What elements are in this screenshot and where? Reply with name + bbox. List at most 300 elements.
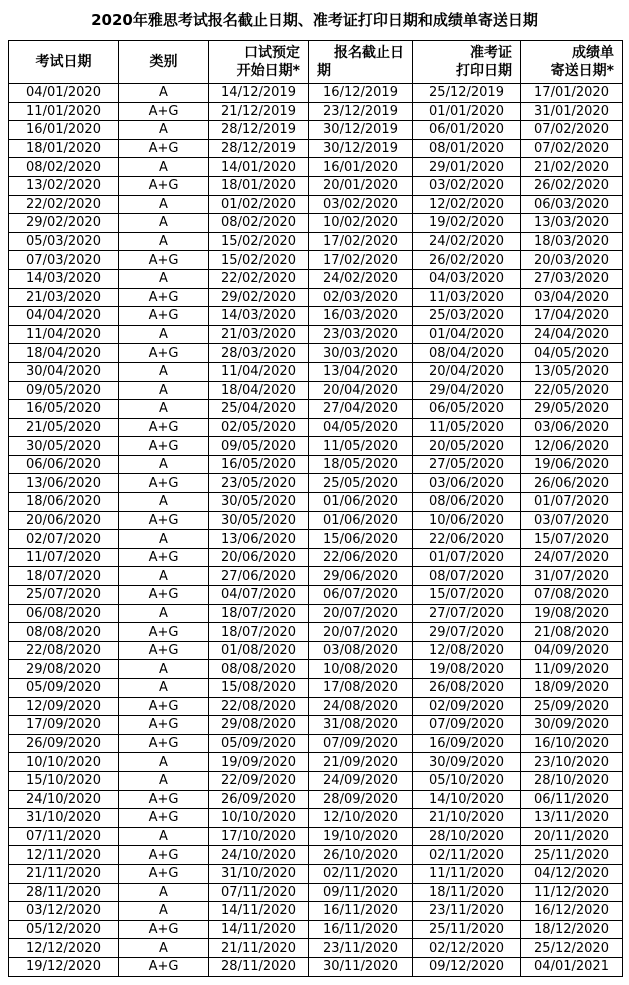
registration-deadline-cell: 30/11/2020 [309, 957, 413, 976]
speaking-start-cell: 18/01/2020 [209, 176, 309, 195]
admission-print-cell: 29/01/2020 [413, 158, 521, 177]
admission-print-cell: 10/06/2020 [413, 511, 521, 530]
category-cell: A+G [119, 474, 209, 493]
speaking-start-cell: 28/11/2020 [209, 957, 309, 976]
admission-print-cell: 23/11/2020 [413, 902, 521, 921]
report-mailing-cell: 19/08/2020 [521, 604, 623, 623]
category-cell: A [119, 939, 209, 958]
header-registration-deadline: 报名截止日 期 [309, 41, 413, 84]
exam-date-cell: 26/09/2020 [9, 734, 119, 753]
table-row [9, 790, 623, 809]
table-row [9, 455, 623, 474]
admission-print-cell: 02/11/2020 [413, 846, 521, 865]
registration-deadline-cell: 24/09/2020 [309, 771, 413, 790]
report-mailing-cell: 03/07/2020 [521, 511, 623, 530]
exam-date-cell: 05/03/2020 [9, 232, 119, 251]
exam-date-cell: 15/10/2020 [9, 771, 119, 790]
header-row [9, 41, 623, 84]
registration-deadline-cell: 30/12/2019 [309, 121, 413, 140]
admission-print-cell: 08/04/2020 [413, 344, 521, 363]
admission-print-cell: 09/12/2020 [413, 957, 521, 976]
report-mailing-cell: 01/07/2020 [521, 493, 623, 512]
table-row [9, 920, 623, 939]
registration-deadline-cell: 01/06/2020 [309, 511, 413, 530]
admission-print-cell: 03/02/2020 [413, 176, 521, 195]
admission-print-cell: 01/07/2020 [413, 548, 521, 567]
table-row [9, 269, 623, 288]
exam-date-cell: 08/08/2020 [9, 623, 119, 642]
table-row [9, 567, 623, 586]
category-cell: A [119, 121, 209, 140]
exam-date-cell: 11/01/2020 [9, 102, 119, 121]
exam-date-cell: 07/03/2020 [9, 251, 119, 270]
admission-print-cell: 16/09/2020 [413, 734, 521, 753]
speaking-start-cell: 15/08/2020 [209, 679, 309, 698]
exam-date-cell: 07/11/2020 [9, 827, 119, 846]
table-row [9, 214, 623, 233]
category-cell: A+G [119, 641, 209, 660]
registration-deadline-cell: 26/10/2020 [309, 846, 413, 865]
registration-deadline-cell: 20/07/2020 [309, 623, 413, 642]
registration-deadline-cell: 17/02/2020 [309, 232, 413, 251]
admission-print-cell: 11/05/2020 [413, 418, 521, 437]
table-row [9, 437, 623, 456]
category-cell: A+G [119, 307, 209, 326]
category-cell: A [119, 381, 209, 400]
report-mailing-cell: 13/03/2020 [521, 214, 623, 233]
category-cell: A+G [119, 139, 209, 158]
admission-print-cell: 29/04/2020 [413, 381, 521, 400]
report-mailing-cell: 18/09/2020 [521, 679, 623, 698]
admission-print-cell: 14/10/2020 [413, 790, 521, 809]
report-mailing-cell: 04/12/2020 [521, 864, 623, 883]
registration-deadline-cell: 02/11/2020 [309, 864, 413, 883]
table-row [9, 288, 623, 307]
report-mailing-cell: 25/09/2020 [521, 697, 623, 716]
admission-print-cell: 02/12/2020 [413, 939, 521, 958]
table-row [9, 139, 623, 158]
report-mailing-cell: 23/10/2020 [521, 753, 623, 772]
registration-deadline-cell: 21/09/2020 [309, 753, 413, 772]
registration-deadline-cell: 12/10/2020 [309, 809, 413, 828]
speaking-start-cell: 09/05/2020 [209, 437, 309, 456]
admission-print-cell: 20/05/2020 [413, 437, 521, 456]
table-row [9, 548, 623, 567]
admission-print-cell: 26/08/2020 [413, 679, 521, 698]
admission-print-cell: 06/05/2020 [413, 400, 521, 419]
exam-date-cell: 22/02/2020 [9, 195, 119, 214]
category-cell: A [119, 269, 209, 288]
table-row [9, 84, 623, 103]
report-mailing-cell: 22/05/2020 [521, 381, 623, 400]
category-cell: A+G [119, 957, 209, 976]
exam-date-cell: 24/10/2020 [9, 790, 119, 809]
speaking-start-cell: 20/06/2020 [209, 548, 309, 567]
admission-print-cell: 08/07/2020 [413, 567, 521, 586]
report-mailing-cell: 03/04/2020 [521, 288, 623, 307]
exam-date-cell: 25/07/2020 [9, 586, 119, 605]
table-row [9, 493, 623, 512]
speaking-start-cell: 22/08/2020 [209, 697, 309, 716]
table-row [9, 957, 623, 976]
report-mailing-cell: 17/01/2020 [521, 84, 623, 103]
registration-deadline-cell: 09/11/2020 [309, 883, 413, 902]
speaking-start-cell: 14/11/2020 [209, 920, 309, 939]
table-row [9, 771, 623, 790]
admission-print-cell: 30/09/2020 [413, 753, 521, 772]
exam-date-cell: 06/06/2020 [9, 455, 119, 474]
speaking-start-cell: 28/12/2019 [209, 121, 309, 140]
table-row [9, 883, 623, 902]
exam-date-cell: 04/04/2020 [9, 307, 119, 326]
registration-deadline-cell: 03/08/2020 [309, 641, 413, 660]
report-mailing-cell: 13/05/2020 [521, 362, 623, 381]
exam-date-cell: 16/05/2020 [9, 400, 119, 419]
report-mailing-cell: 11/12/2020 [521, 883, 623, 902]
speaking-start-cell: 22/09/2020 [209, 771, 309, 790]
table-body [9, 84, 623, 977]
exam-date-cell: 02/07/2020 [9, 530, 119, 549]
speaking-start-cell: 14/11/2020 [209, 902, 309, 921]
admission-print-cell: 08/01/2020 [413, 139, 521, 158]
report-mailing-cell: 31/01/2020 [521, 102, 623, 121]
admission-print-cell: 04/03/2020 [413, 269, 521, 288]
table-row [9, 939, 623, 958]
exam-date-cell: 16/01/2020 [9, 121, 119, 140]
report-mailing-cell: 25/12/2020 [521, 939, 623, 958]
table-row [9, 827, 623, 846]
registration-deadline-cell: 23/03/2020 [309, 325, 413, 344]
admission-print-cell: 01/04/2020 [413, 325, 521, 344]
table-row [9, 809, 623, 828]
speaking-start-cell: 02/05/2020 [209, 418, 309, 437]
report-mailing-cell: 04/01/2021 [521, 957, 623, 976]
admission-print-cell: 15/07/2020 [413, 586, 521, 605]
admission-print-cell: 11/11/2020 [413, 864, 521, 883]
table-row [9, 176, 623, 195]
exam-date-cell: 18/04/2020 [9, 344, 119, 363]
table-row [9, 158, 623, 177]
header-report-mailing: 成绩单 寄送日期* [521, 41, 623, 84]
admission-print-cell: 05/10/2020 [413, 771, 521, 790]
speaking-start-cell: 16/05/2020 [209, 455, 309, 474]
report-mailing-cell: 06/03/2020 [521, 195, 623, 214]
report-mailing-cell: 18/12/2020 [521, 920, 623, 939]
registration-deadline-cell: 22/06/2020 [309, 548, 413, 567]
admission-print-cell: 28/10/2020 [413, 827, 521, 846]
exam-date-cell: 04/01/2020 [9, 84, 119, 103]
speaking-start-cell: 30/05/2020 [209, 511, 309, 530]
table-row [9, 697, 623, 716]
report-mailing-cell: 27/03/2020 [521, 269, 623, 288]
category-cell: A+G [119, 548, 209, 567]
speaking-start-cell: 07/11/2020 [209, 883, 309, 902]
table-row [9, 846, 623, 865]
speaking-start-cell: 13/06/2020 [209, 530, 309, 549]
speaking-start-cell: 24/10/2020 [209, 846, 309, 865]
registration-deadline-cell: 20/01/2020 [309, 176, 413, 195]
admission-print-cell: 27/05/2020 [413, 455, 521, 474]
registration-deadline-cell: 24/08/2020 [309, 697, 413, 716]
category-cell: A [119, 883, 209, 902]
table-row [9, 753, 623, 772]
admission-print-cell: 08/06/2020 [413, 493, 521, 512]
speaking-start-cell: 18/07/2020 [209, 604, 309, 623]
exam-date-cell: 21/03/2020 [9, 288, 119, 307]
category-cell: A [119, 214, 209, 233]
report-mailing-cell: 18/03/2020 [521, 232, 623, 251]
category-cell: A [119, 902, 209, 921]
category-cell: A [119, 493, 209, 512]
speaking-start-cell: 29/08/2020 [209, 716, 309, 735]
registration-deadline-cell: 25/05/2020 [309, 474, 413, 493]
registration-deadline-cell: 01/06/2020 [309, 493, 413, 512]
registration-deadline-cell: 03/02/2020 [309, 195, 413, 214]
report-mailing-cell: 20/03/2020 [521, 251, 623, 270]
category-cell: A [119, 362, 209, 381]
report-mailing-cell: 24/04/2020 [521, 325, 623, 344]
table-row [9, 716, 623, 735]
speaking-start-cell: 15/02/2020 [209, 251, 309, 270]
report-mailing-cell: 26/02/2020 [521, 176, 623, 195]
exam-date-cell: 12/11/2020 [9, 846, 119, 865]
category-cell: A [119, 771, 209, 790]
speaking-start-cell: 19/09/2020 [209, 753, 309, 772]
table-row [9, 660, 623, 679]
category-cell: A+G [119, 790, 209, 809]
registration-deadline-cell: 13/04/2020 [309, 362, 413, 381]
admission-print-cell: 11/03/2020 [413, 288, 521, 307]
speaking-start-cell: 14/01/2020 [209, 158, 309, 177]
report-mailing-cell: 03/06/2020 [521, 418, 623, 437]
exam-date-cell: 21/05/2020 [9, 418, 119, 437]
exam-date-cell: 06/08/2020 [9, 604, 119, 623]
category-cell: A [119, 84, 209, 103]
table-row [9, 511, 623, 530]
table-row [9, 195, 623, 214]
header-speaking-start: 口试预定 开始日期* [209, 41, 309, 84]
table-row [9, 232, 623, 251]
report-mailing-cell: 28/10/2020 [521, 771, 623, 790]
speaking-start-cell: 21/03/2020 [209, 325, 309, 344]
table-row [9, 344, 623, 363]
category-cell: A [119, 567, 209, 586]
category-cell: A [119, 753, 209, 772]
registration-deadline-cell: 20/04/2020 [309, 381, 413, 400]
exam-date-cell: 31/10/2020 [9, 809, 119, 828]
exam-date-cell: 14/03/2020 [9, 269, 119, 288]
exam-date-cell: 05/12/2020 [9, 920, 119, 939]
table-row [9, 679, 623, 698]
registration-deadline-cell: 23/11/2020 [309, 939, 413, 958]
speaking-start-cell: 11/04/2020 [209, 362, 309, 381]
category-cell: A+G [119, 176, 209, 195]
table-row [9, 102, 623, 121]
registration-deadline-cell: 23/12/2019 [309, 102, 413, 121]
table-row [9, 586, 623, 605]
speaking-start-cell: 26/09/2020 [209, 790, 309, 809]
registration-deadline-cell: 30/12/2019 [309, 139, 413, 158]
admission-print-cell: 02/09/2020 [413, 697, 521, 716]
speaking-start-cell: 01/08/2020 [209, 641, 309, 660]
table-row [9, 381, 623, 400]
category-cell: A+G [119, 697, 209, 716]
report-mailing-cell: 06/11/2020 [521, 790, 623, 809]
admission-print-cell: 19/08/2020 [413, 660, 521, 679]
table-row [9, 604, 623, 623]
admission-print-cell: 25/11/2020 [413, 920, 521, 939]
exam-date-cell: 22/08/2020 [9, 641, 119, 660]
table-row [9, 307, 623, 326]
table-row [9, 474, 623, 493]
registration-deadline-cell: 07/09/2020 [309, 734, 413, 753]
report-mailing-cell: 04/05/2020 [521, 344, 623, 363]
registration-deadline-cell: 10/02/2020 [309, 214, 413, 233]
exam-date-cell: 30/05/2020 [9, 437, 119, 456]
category-cell: A+G [119, 288, 209, 307]
category-cell: A+G [119, 511, 209, 530]
category-cell: A [119, 195, 209, 214]
registration-deadline-cell: 31/08/2020 [309, 716, 413, 735]
exam-date-cell: 17/09/2020 [9, 716, 119, 735]
speaking-start-cell: 05/09/2020 [209, 734, 309, 753]
exam-date-cell: 11/07/2020 [9, 548, 119, 567]
table-row [9, 400, 623, 419]
registration-deadline-cell: 17/02/2020 [309, 251, 413, 270]
exam-date-cell: 12/09/2020 [9, 697, 119, 716]
table-row [9, 641, 623, 660]
report-mailing-cell: 20/11/2020 [521, 827, 623, 846]
category-cell: A [119, 604, 209, 623]
registration-deadline-cell: 24/02/2020 [309, 269, 413, 288]
speaking-start-cell: 28/03/2020 [209, 344, 309, 363]
table-row [9, 864, 623, 883]
report-mailing-cell: 29/05/2020 [521, 400, 623, 419]
registration-deadline-cell: 06/07/2020 [309, 586, 413, 605]
registration-deadline-cell: 30/03/2020 [309, 344, 413, 363]
exam-date-cell: 08/02/2020 [9, 158, 119, 177]
report-mailing-cell: 04/09/2020 [521, 641, 623, 660]
speaking-start-cell: 08/08/2020 [209, 660, 309, 679]
category-cell: A [119, 232, 209, 251]
category-cell: A [119, 400, 209, 419]
exam-date-cell: 30/04/2020 [9, 362, 119, 381]
admission-print-cell: 26/02/2020 [413, 251, 521, 270]
category-cell: A+G [119, 734, 209, 753]
category-cell: A+G [119, 102, 209, 121]
exam-date-cell: 19/12/2020 [9, 957, 119, 976]
speaking-start-cell: 29/02/2020 [209, 288, 309, 307]
category-cell: A [119, 827, 209, 846]
header-exam-date: 考试日期 [9, 41, 119, 84]
table-row [9, 734, 623, 753]
registration-deadline-cell: 27/04/2020 [309, 400, 413, 419]
admission-print-cell: 07/09/2020 [413, 716, 521, 735]
header-admission-print: 准考证 打印日期 [413, 41, 521, 84]
table-row [9, 623, 623, 642]
exam-date-cell: 10/10/2020 [9, 753, 119, 772]
table-row [9, 362, 623, 381]
exam-date-cell: 28/11/2020 [9, 883, 119, 902]
table-row [9, 325, 623, 344]
report-mailing-cell: 16/10/2020 [521, 734, 623, 753]
category-cell: A [119, 325, 209, 344]
category-cell: A+G [119, 418, 209, 437]
admission-print-cell: 29/07/2020 [413, 623, 521, 642]
report-mailing-cell: 25/11/2020 [521, 846, 623, 865]
registration-deadline-cell: 02/03/2020 [309, 288, 413, 307]
exam-date-cell: 12/12/2020 [9, 939, 119, 958]
category-cell: A [119, 660, 209, 679]
speaking-start-cell: 01/02/2020 [209, 195, 309, 214]
report-mailing-cell: 19/06/2020 [521, 455, 623, 474]
category-cell: A+G [119, 846, 209, 865]
registration-deadline-cell: 10/08/2020 [309, 660, 413, 679]
registration-deadline-cell: 16/01/2020 [309, 158, 413, 177]
admission-print-cell: 01/01/2020 [413, 102, 521, 121]
exam-date-cell: 18/07/2020 [9, 567, 119, 586]
category-cell: A [119, 679, 209, 698]
registration-deadline-cell: 11/05/2020 [309, 437, 413, 456]
table-row [9, 251, 623, 270]
report-mailing-cell: 21/08/2020 [521, 623, 623, 642]
admission-print-cell: 06/01/2020 [413, 121, 521, 140]
registration-deadline-cell: 28/09/2020 [309, 790, 413, 809]
speaking-start-cell: 27/06/2020 [209, 567, 309, 586]
exam-date-cell: 21/11/2020 [9, 864, 119, 883]
category-cell: A+G [119, 809, 209, 828]
registration-deadline-cell: 29/06/2020 [309, 567, 413, 586]
registration-deadline-cell: 16/12/2019 [309, 84, 413, 103]
report-mailing-cell: 07/02/2020 [521, 139, 623, 158]
registration-deadline-cell: 16/11/2020 [309, 902, 413, 921]
speaking-start-cell: 18/07/2020 [209, 623, 309, 642]
speaking-start-cell: 31/10/2020 [209, 864, 309, 883]
report-mailing-cell: 07/02/2020 [521, 121, 623, 140]
category-cell: A+G [119, 586, 209, 605]
speaking-start-cell: 30/05/2020 [209, 493, 309, 512]
exam-date-cell: 09/05/2020 [9, 381, 119, 400]
report-mailing-cell: 11/09/2020 [521, 660, 623, 679]
report-mailing-cell: 31/07/2020 [521, 567, 623, 586]
report-mailing-cell: 26/06/2020 [521, 474, 623, 493]
report-mailing-cell: 17/04/2020 [521, 307, 623, 326]
report-mailing-cell: 13/11/2020 [521, 809, 623, 828]
admission-print-cell: 12/08/2020 [413, 641, 521, 660]
report-mailing-cell: 30/09/2020 [521, 716, 623, 735]
category-cell: A [119, 158, 209, 177]
exam-date-cell: 13/06/2020 [9, 474, 119, 493]
category-cell: A [119, 455, 209, 474]
category-cell: A+G [119, 344, 209, 363]
admission-print-cell: 21/10/2020 [413, 809, 521, 828]
speaking-start-cell: 10/10/2020 [209, 809, 309, 828]
exam-date-cell: 03/12/2020 [9, 902, 119, 921]
table-row [9, 121, 623, 140]
registration-deadline-cell: 18/05/2020 [309, 455, 413, 474]
speaking-start-cell: 08/02/2020 [209, 214, 309, 233]
speaking-start-cell: 22/02/2020 [209, 269, 309, 288]
admission-print-cell: 03/06/2020 [413, 474, 521, 493]
header-category: 类别 [119, 41, 209, 84]
speaking-start-cell: 28/12/2019 [209, 139, 309, 158]
speaking-start-cell: 23/05/2020 [209, 474, 309, 493]
exam-date-cell: 18/06/2020 [9, 493, 119, 512]
exam-date-cell: 20/06/2020 [9, 511, 119, 530]
speaking-start-cell: 15/02/2020 [209, 232, 309, 251]
report-mailing-cell: 24/07/2020 [521, 548, 623, 567]
category-cell: A+G [119, 920, 209, 939]
